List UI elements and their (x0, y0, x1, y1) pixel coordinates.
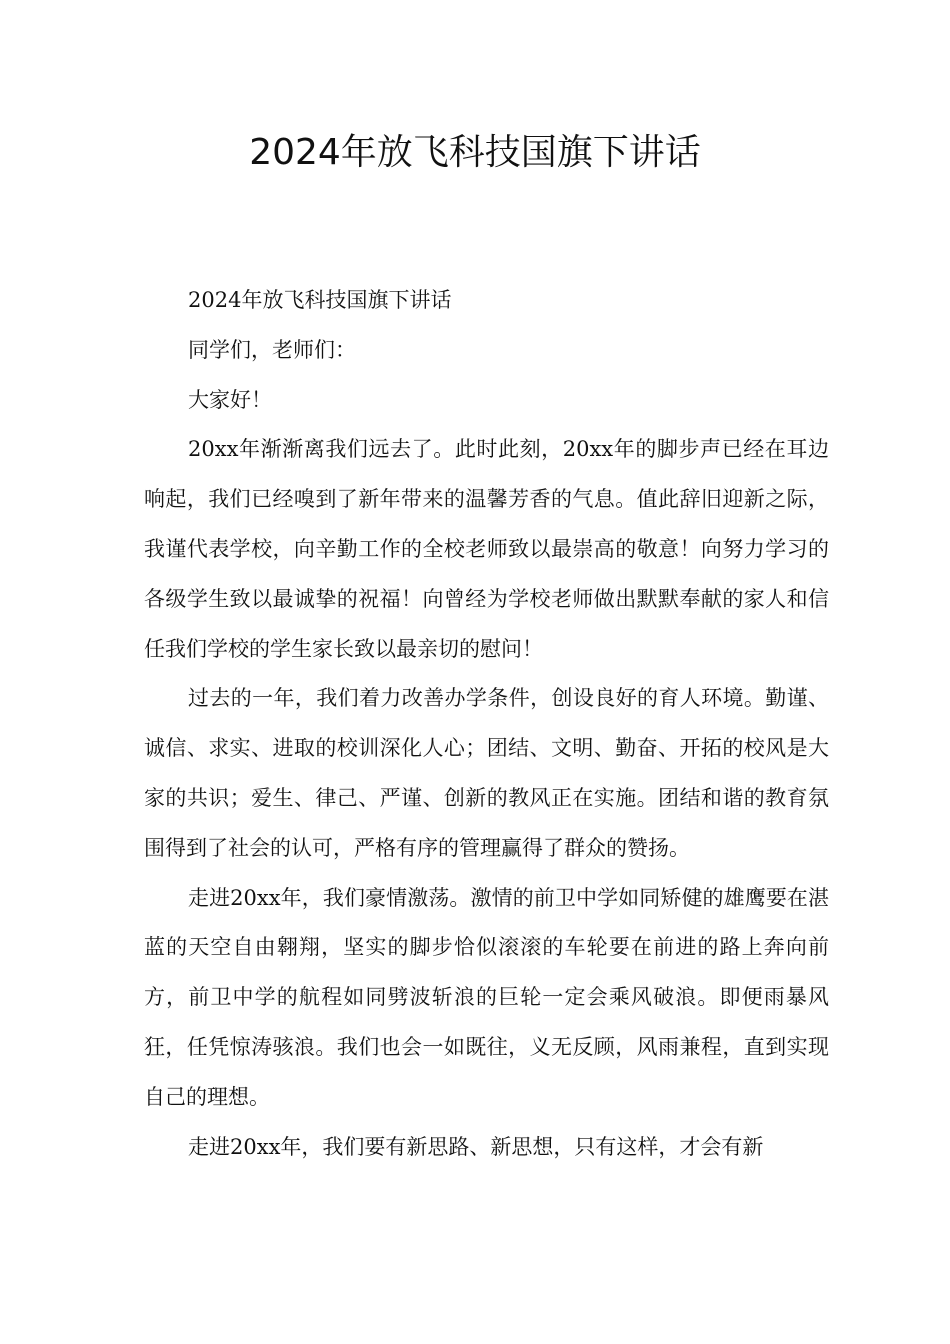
paragraph-passion: 走进20xx年，我们豪情激荡。激情的前卫中学如同矫健的雄鹰要在湛蓝的天空自由翱翔，坚实的脚步恰似滚滚的车轮要在前进的路上奔向前方，前卫中学的航程如同劈波斩浪的巨轮一定会乘风破浪。即便雨暴风狂，任凭惊涛骇浪。我们也会一如既往，义无反顾，风雨兼程，直到实现自己的理想。 (144, 885, 829, 1109)
paragraph-greeting: 大家好！ (188, 387, 272, 412)
document-body (144, 276, 829, 1172)
document-title: 2024年放飞科技国旗下讲话 (249, 132, 701, 173)
paragraph-salutation: 同学们，老师们： (188, 337, 356, 362)
paragraph-new-year: 20xx年渐渐离我们远去了。此时此刻，20xx年的脚步声已经在耳边响起，我们已经嗅到了新年带来的温馨芳香的气息。值此辞旧迎新之际，我谨代表学校，向辛勤工作的全校老师致以最崇高的敬意！向努力学习的各级学生致以最诚挚的祝福！向曾经为学校老师做出默默奉献的家人和信任我们学校的学生家长致以最亲切的慰问！ (144, 437, 829, 661)
paragraph-new-ideas: 走进20xx年，我们要有新思路、新思想，只有这样，才会有新 (188, 1134, 764, 1159)
paragraph-past-year: 过去的一年，我们着力改善办学条件，创设良好的育人环境。勤谨、诚信、求实、进取的校训深化人心；团结、文明、勤奋、开拓的校风是大家的共识；爱生、律己、严谨、创新的教风正在实施。团结和谐的教育氛围得到了社会的认可，严格有序的管理赢得了群众的赞扬。 (144, 686, 829, 860)
paragraph-subtitle: 2024年放飞科技国旗下讲话 (188, 288, 452, 312)
